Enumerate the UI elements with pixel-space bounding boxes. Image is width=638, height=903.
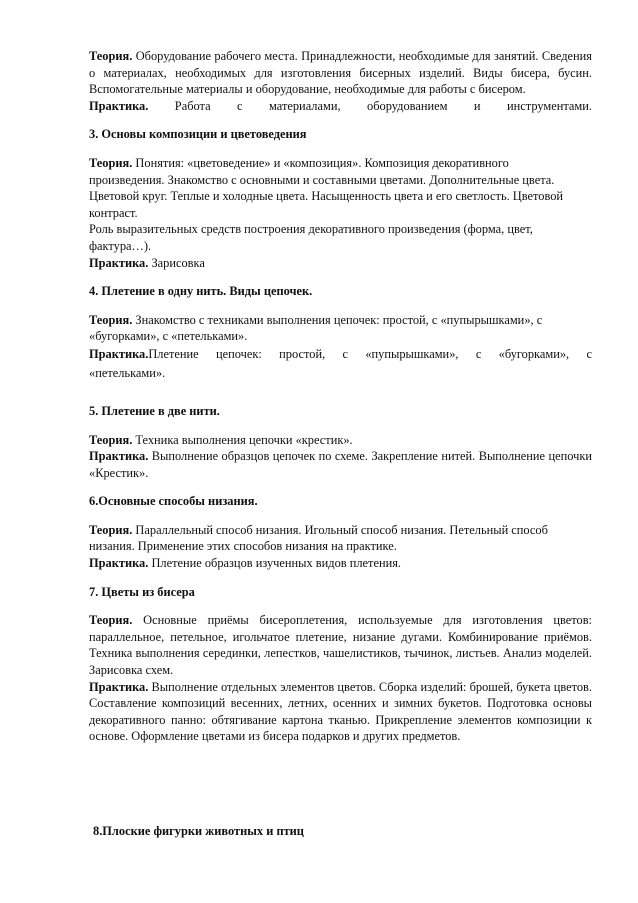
theory-label: Теория.: [89, 49, 133, 63]
theory-label: Теория.: [89, 155, 133, 170]
section4-theory: [89, 312, 592, 345]
theory-text: Техника выполнения цепочки «крестик».: [132, 432, 353, 447]
theory-text: Основные приёмы бисероплетения, используемые для изготовления цветов: параллельное, петельное, игольчатое плетение, низание дугами. Комбинирование приёмов. Техника выполнения серединки, лепестков, чашелистиков, тычинок, листьев. Анализ моделей. Зарисовка схем.: [89, 613, 592, 678]
theory-line: Цветовой круг. Теплые и холодные цвета. Насыщенность цвета и его светлость. Цветовой: [89, 189, 564, 204]
theory-label: Теория.: [89, 613, 133, 628]
theory-label: Теория.: [89, 522, 133, 537]
theory-line: низания. Применение этих способов низания на практике.: [89, 539, 397, 554]
section7-theory: [89, 612, 592, 678]
practice-text: Выполнение образцов цепочек по схеме. Закрепление нитей. Выполнение цепочки «Крестик».: [89, 449, 592, 480]
section7-practice: [89, 679, 592, 745]
theory-label: Теория.: [89, 312, 133, 327]
practice-label: Практика.: [89, 679, 149, 694]
block1-practice: [89, 98, 592, 115]
practice-label: Практика.: [89, 556, 149, 571]
practice-text: Работа с материалами, оборудованием и инструментами.: [148, 98, 592, 113]
theory-line: Понятия: «цветоведение» и «композиция». Композиция декоративного: [132, 155, 509, 170]
section7-heading: 7. Цветы из бисера: [89, 584, 195, 599]
theory-line: Знакомство с техниками выполнения цепочек: простой, с «пупырышками», с: [132, 312, 543, 327]
practice-line: [89, 98, 592, 115]
section5-heading: 5. Плетение в две нити.: [89, 403, 220, 418]
section5-theory: [89, 432, 592, 449]
theory-line: «бугорками», с «петельками».: [89, 329, 248, 344]
theory-text: Оборудование рабочего места. Принадлежности, необходимые для занятий. Сведения о материалах, необходимых для изготовления бисерных изделий. Виды бисера, бусин. Вспомогательные материалы и оборудование, необходимые для работы с бисером.: [89, 49, 592, 97]
section4-heading: 4. Плетение в одну нить. Виды цепочек.: [89, 284, 313, 299]
theory-label: Теория.: [89, 432, 133, 447]
theory-line: произведения. Знакомство с основными и составными цветами. Дополнительные цвета.: [89, 172, 555, 187]
theory-line: контраст.: [89, 205, 138, 220]
theory-line: Параллельный способ низания. Игольный способ низания. Петельный способ: [132, 522, 548, 537]
section3-theory: [89, 155, 592, 255]
practice-label: Практика.: [89, 255, 149, 270]
section8-heading: 8.Плоские фигурки животных и птиц: [93, 824, 304, 838]
practice-label: Практика.: [89, 449, 149, 464]
section3-practice: [89, 255, 592, 272]
section6-practice: [89, 555, 592, 572]
practice-text: Зарисовка: [148, 255, 205, 270]
practice-label: Практика.: [89, 346, 149, 361]
practice-label: Практика.: [89, 98, 149, 113]
theory-line: Роль выразительных средств построения декоративного произведения (форма, цвет,: [89, 222, 533, 237]
section6-theory: [89, 522, 592, 555]
section6-heading: 6.Основные способы низания.: [89, 494, 258, 509]
document-page: [89, 48, 592, 840]
section4-practice: [89, 345, 592, 383]
section3-heading: 3. Основы композиции и цветоведения: [89, 127, 307, 142]
theory-line: фактура…).: [89, 238, 152, 253]
practice-text: Плетение цепочек: простой, с «пупырышками», с «бугорками», с «петельками».: [89, 346, 592, 380]
block1-theory: [89, 48, 592, 98]
practice-text: Плетение образцов изученных видов плетения.: [148, 556, 401, 571]
practice-text: Выполнение отдельных элементов цветов. Сборка изделий: брошей, букета цветов. Составление композиций весенних, летних, осенних и зимних букетов. Подготовка основы декоративного панно: обтягивание картона тканью. Прикрепление элементов композиции к основе. Оформление цветами из бисера подарков и других предметов.: [89, 679, 592, 744]
section5-practice: [89, 448, 592, 481]
